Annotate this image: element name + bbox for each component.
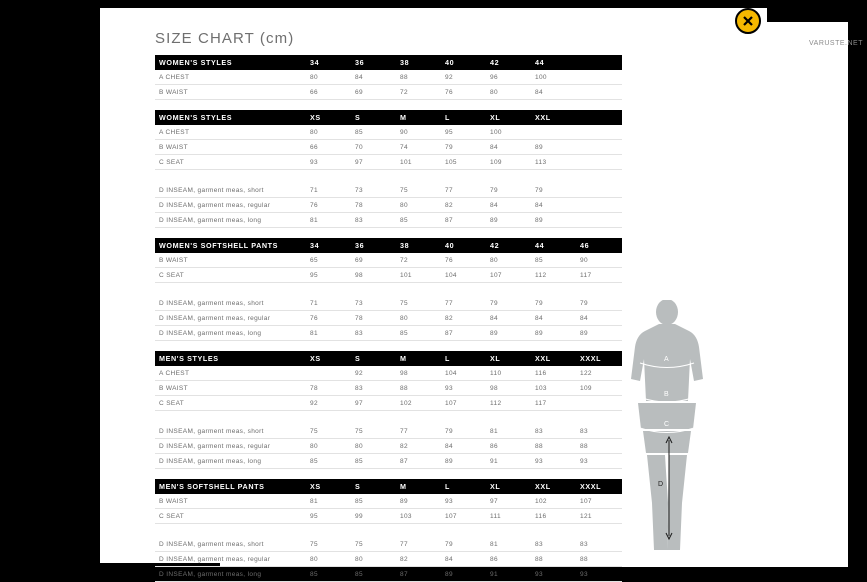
measurement-cell: 87 xyxy=(397,454,442,469)
measurement-cell: 89 xyxy=(532,140,577,155)
table-row xyxy=(155,213,622,228)
table-row xyxy=(155,198,622,213)
size-column-header: 42 xyxy=(487,55,532,70)
measurement-cell: 83 xyxy=(352,326,397,341)
measurement-cell: 84 xyxy=(532,85,577,100)
table-row xyxy=(155,253,622,268)
row-label: D INSEAM, garment meas, regular xyxy=(155,198,307,213)
block-gap xyxy=(155,469,603,479)
measurement-cell: 116 xyxy=(532,366,577,381)
size-column-header: S xyxy=(352,351,397,366)
close-icon[interactable] xyxy=(735,8,761,34)
size-column-header xyxy=(577,110,622,125)
block-gap xyxy=(155,341,603,351)
measurement-cell xyxy=(577,125,622,140)
measurement-cell: 92 xyxy=(352,366,397,381)
row-label: A CHEST xyxy=(155,366,307,381)
measurement-cell: 103 xyxy=(532,381,577,396)
size-column-header: XL xyxy=(487,351,532,366)
measurement-cell: 103 xyxy=(397,509,442,524)
size-column-header: 46 xyxy=(577,238,622,253)
measurement-cell: 66 xyxy=(307,140,352,155)
measurement-cell: 107 xyxy=(487,268,532,283)
size-column-header: L xyxy=(442,110,487,125)
measurement-cell: 97 xyxy=(487,494,532,509)
table-row xyxy=(155,567,622,582)
block-gap xyxy=(155,228,603,238)
table-row xyxy=(155,296,622,311)
row-label: D INSEAM, garment meas, regular xyxy=(155,552,307,567)
size-column-header: 36 xyxy=(352,238,397,253)
table-row xyxy=(155,85,622,100)
measurement-cell: 89 xyxy=(442,454,487,469)
figure-label-b: B xyxy=(664,391,669,398)
measurement-cell: 89 xyxy=(487,326,532,341)
row-label: D INSEAM, garment meas, long xyxy=(155,454,307,469)
measurement-cell: 84 xyxy=(487,311,532,326)
measurement-cell: 80 xyxy=(307,552,352,567)
measurement-cell: 77 xyxy=(397,537,442,552)
measurement-cell: 87 xyxy=(397,567,442,582)
size-tables xyxy=(155,55,603,582)
measurement-cell: 66 xyxy=(307,85,352,100)
size-column-header: XXL xyxy=(532,479,577,494)
size-column-header: L xyxy=(442,479,487,494)
size-column-header xyxy=(577,55,622,70)
measurement-cell: 105 xyxy=(442,155,487,170)
row-spacer xyxy=(155,170,622,184)
measurement-cell: 79 xyxy=(487,296,532,311)
measurement-cell: 83 xyxy=(532,424,577,439)
measurement-cell: 80 xyxy=(397,198,442,213)
table-header-row xyxy=(155,55,622,70)
measurement-cell: 89 xyxy=(487,213,532,228)
measurement-cell: 85 xyxy=(397,213,442,228)
measurement-cell: 78 xyxy=(352,198,397,213)
measurement-cell: 84 xyxy=(532,311,577,326)
measurement-cell: 85 xyxy=(352,494,397,509)
measurement-cell: 80 xyxy=(307,439,352,454)
body-measurement-figure xyxy=(612,300,722,555)
measurement-cell: 82 xyxy=(397,552,442,567)
measurement-cell: 87 xyxy=(442,326,487,341)
table-header-label: WOMEN'S STYLES xyxy=(155,55,307,70)
size-table xyxy=(155,110,622,228)
size-column-header: 40 xyxy=(442,238,487,253)
measurement-cell: 113 xyxy=(532,155,577,170)
measurement-cell: 116 xyxy=(532,509,577,524)
measurement-cell xyxy=(577,213,622,228)
size-column-header: 36 xyxy=(352,55,397,70)
size-column-header: XL xyxy=(487,110,532,125)
measurement-cell xyxy=(577,70,622,85)
size-table xyxy=(155,479,622,582)
measurement-cell: 80 xyxy=(487,253,532,268)
row-label: D INSEAM, garment meas, long xyxy=(155,567,307,582)
row-label: D INSEAM, garment meas, long xyxy=(155,326,307,341)
measurement-cell: 89 xyxy=(532,326,577,341)
measurement-cell: 79 xyxy=(532,183,577,198)
measurement-cell: 80 xyxy=(307,125,352,140)
table-row xyxy=(155,326,622,341)
measurement-cell: 97 xyxy=(352,396,397,411)
table-row xyxy=(155,537,622,552)
measurement-cell: 72 xyxy=(397,253,442,268)
row-label: A CHEST xyxy=(155,70,307,85)
measurement-cell: 88 xyxy=(397,381,442,396)
figure-label-d: D xyxy=(658,481,664,488)
measurement-cell: 78 xyxy=(352,311,397,326)
row-label: D INSEAM, garment meas, short xyxy=(155,183,307,198)
measurement-cell xyxy=(577,140,622,155)
measurement-cell: 73 xyxy=(352,183,397,198)
row-label: B WAIST xyxy=(155,381,307,396)
size-column-header: 44 xyxy=(532,55,577,70)
size-column-header: S xyxy=(352,110,397,125)
row-label: B WAIST xyxy=(155,494,307,509)
row-label: C SEAT xyxy=(155,509,307,524)
size-table xyxy=(155,238,622,341)
table-row xyxy=(155,494,622,509)
row-label: C SEAT xyxy=(155,155,307,170)
row-label: A CHEST xyxy=(155,125,307,140)
row-label: C SEAT xyxy=(155,268,307,283)
table-row xyxy=(155,268,622,283)
measurement-cell: 90 xyxy=(397,125,442,140)
size-column-header: 38 xyxy=(397,238,442,253)
measurement-cell: 72 xyxy=(397,85,442,100)
measurement-cell: 77 xyxy=(397,424,442,439)
table-header-label: WOMEN'S STYLES xyxy=(155,110,307,125)
measurement-cell: 86 xyxy=(487,439,532,454)
measurement-cell: 75 xyxy=(352,537,397,552)
measurement-cell: 70 xyxy=(352,140,397,155)
measurement-cell: 93 xyxy=(442,494,487,509)
measurement-cell: 83 xyxy=(532,537,577,552)
measurement-cell: 83 xyxy=(577,537,622,552)
measurement-cell: 86 xyxy=(487,552,532,567)
measurement-cell: 107 xyxy=(442,509,487,524)
measurement-cell: 69 xyxy=(352,85,397,100)
measurement-cell: 76 xyxy=(442,253,487,268)
measurement-cell: 80 xyxy=(352,552,397,567)
measurement-cell: 93 xyxy=(577,454,622,469)
measurement-cell: 73 xyxy=(352,296,397,311)
measurement-cell: 117 xyxy=(577,268,622,283)
size-column-header: XXXL xyxy=(577,351,622,366)
size-column-header: 42 xyxy=(487,238,532,253)
measurement-cell: 79 xyxy=(442,424,487,439)
measurement-cell: 112 xyxy=(532,268,577,283)
measurement-cell: 99 xyxy=(352,509,397,524)
measurement-cell: 75 xyxy=(307,537,352,552)
measurement-cell: 93 xyxy=(442,381,487,396)
measurement-cell: 100 xyxy=(487,125,532,140)
measurement-cell: 81 xyxy=(307,494,352,509)
measurement-cell: 89 xyxy=(397,494,442,509)
measurement-cell: 78 xyxy=(307,381,352,396)
size-column-header: 38 xyxy=(397,55,442,70)
measurement-cell: 79 xyxy=(442,140,487,155)
measurement-cell: 104 xyxy=(442,366,487,381)
measurement-cell: 95 xyxy=(442,125,487,140)
measurement-cell: 96 xyxy=(487,70,532,85)
row-label: C SEAT xyxy=(155,396,307,411)
table-header-row xyxy=(155,479,622,494)
row-spacer xyxy=(155,524,622,538)
measurement-cell xyxy=(532,125,577,140)
table-row xyxy=(155,381,622,396)
measurement-cell: 104 xyxy=(442,268,487,283)
measurement-cell: 95 xyxy=(307,268,352,283)
size-column-header: 44 xyxy=(532,238,577,253)
measurement-cell: 85 xyxy=(307,454,352,469)
measurement-cell: 91 xyxy=(487,567,532,582)
watermark: VARUSTE.NET xyxy=(809,40,863,47)
measurement-cell: 85 xyxy=(307,567,352,582)
measurement-cell: 84 xyxy=(487,140,532,155)
measurement-cell: 111 xyxy=(487,509,532,524)
measurement-cell: 81 xyxy=(307,213,352,228)
measurement-cell: 85 xyxy=(352,125,397,140)
measurement-cell: 71 xyxy=(307,183,352,198)
table-row xyxy=(155,396,622,411)
measurement-cell: 81 xyxy=(307,326,352,341)
page-title: SIZE CHART (cm) xyxy=(155,30,295,47)
size-column-header: XL xyxy=(487,479,532,494)
table-row xyxy=(155,439,622,454)
size-column-header: M xyxy=(397,110,442,125)
measurement-cell: 109 xyxy=(577,381,622,396)
size-table xyxy=(155,351,622,469)
table-row xyxy=(155,424,622,439)
table-row xyxy=(155,366,622,381)
measurement-cell: 75 xyxy=(397,183,442,198)
size-column-header: M xyxy=(397,479,442,494)
measurement-cell: 84 xyxy=(532,198,577,213)
measurement-cell: 80 xyxy=(397,311,442,326)
table-row xyxy=(155,70,622,85)
measurement-cell: 93 xyxy=(532,454,577,469)
measurement-cell: 101 xyxy=(397,155,442,170)
table-row xyxy=(155,125,622,140)
size-column-header: XS xyxy=(307,351,352,366)
measurement-cell: 92 xyxy=(307,396,352,411)
size-table xyxy=(155,55,622,100)
measurement-cell: 84 xyxy=(577,311,622,326)
measurement-cell: 74 xyxy=(397,140,442,155)
measurement-cell: 85 xyxy=(532,253,577,268)
measurement-cell: 81 xyxy=(487,424,532,439)
size-column-header: L xyxy=(442,351,487,366)
size-column-header: S xyxy=(352,479,397,494)
measurement-cell: 101 xyxy=(397,268,442,283)
size-column-header: 34 xyxy=(307,55,352,70)
measurement-cell: 87 xyxy=(442,213,487,228)
measurement-cell: 89 xyxy=(532,213,577,228)
measurement-cell: 80 xyxy=(307,70,352,85)
measurement-cell: 77 xyxy=(442,296,487,311)
size-column-header: XXL xyxy=(532,110,577,125)
table-row xyxy=(155,509,622,524)
measurement-cell: 98 xyxy=(487,381,532,396)
row-label: D INSEAM, garment meas, short xyxy=(155,296,307,311)
measurement-cell: 80 xyxy=(352,439,397,454)
measurement-cell: 84 xyxy=(442,552,487,567)
table-header-row xyxy=(155,238,622,253)
row-label: B WAIST xyxy=(155,253,307,268)
table-row xyxy=(155,155,622,170)
measurement-cell: 71 xyxy=(307,296,352,311)
measurement-cell: 122 xyxy=(577,366,622,381)
row-label: B WAIST xyxy=(155,140,307,155)
table-header-row xyxy=(155,351,622,366)
measurement-cell xyxy=(307,366,352,381)
measurement-cell: 88 xyxy=(577,552,622,567)
measurement-cell: 95 xyxy=(307,509,352,524)
measurement-cell: 79 xyxy=(532,296,577,311)
measurement-cell: 85 xyxy=(397,326,442,341)
size-column-header: 40 xyxy=(442,55,487,70)
row-label: D INSEAM, garment meas, short xyxy=(155,537,307,552)
row-label: D INSEAM, garment meas, regular xyxy=(155,439,307,454)
figure-label-a: A xyxy=(664,356,669,363)
measurement-cell: 84 xyxy=(487,198,532,213)
figure-label-c: C xyxy=(664,421,670,428)
measurement-cell: 100 xyxy=(532,70,577,85)
size-column-header: XXL xyxy=(532,351,577,366)
measurement-cell: 97 xyxy=(352,155,397,170)
measurement-cell: 82 xyxy=(397,439,442,454)
measurement-cell: 107 xyxy=(442,396,487,411)
measurement-cell: 80 xyxy=(487,85,532,100)
table-row xyxy=(155,454,622,469)
measurement-cell: 84 xyxy=(352,70,397,85)
measurement-cell: 65 xyxy=(307,253,352,268)
measurement-cell: 75 xyxy=(397,296,442,311)
measurement-cell: 98 xyxy=(397,366,442,381)
measurement-cell: 83 xyxy=(577,424,622,439)
table-header-label: WOMEN'S SOFTSHELL PANTS xyxy=(155,238,307,253)
measurement-cell xyxy=(577,183,622,198)
measurement-cell: 85 xyxy=(352,567,397,582)
measurement-cell xyxy=(577,85,622,100)
measurement-cell: 112 xyxy=(487,396,532,411)
measurement-cell: 77 xyxy=(442,183,487,198)
measurement-cell: 75 xyxy=(352,424,397,439)
measurement-cell: 81 xyxy=(487,537,532,552)
measurement-cell: 89 xyxy=(577,326,622,341)
size-column-header: XS xyxy=(307,479,352,494)
row-spacer xyxy=(155,283,622,297)
measurement-cell: 109 xyxy=(487,155,532,170)
measurement-cell: 102 xyxy=(397,396,442,411)
size-column-header: XS xyxy=(307,110,352,125)
measurement-cell: 92 xyxy=(442,70,487,85)
measurement-cell: 69 xyxy=(352,253,397,268)
measurement-cell: 88 xyxy=(532,439,577,454)
measurement-cell: 76 xyxy=(307,311,352,326)
measurement-cell: 90 xyxy=(577,253,622,268)
table-header-label: MEN'S SOFTSHELL PANTS xyxy=(155,479,307,494)
measurement-cell: 121 xyxy=(577,509,622,524)
row-label: B WAIST xyxy=(155,85,307,100)
measurement-cell xyxy=(577,198,622,213)
measurement-cell: 85 xyxy=(352,454,397,469)
measurement-cell: 102 xyxy=(532,494,577,509)
measurement-cell: 79 xyxy=(577,296,622,311)
measurement-cell: 91 xyxy=(487,454,532,469)
measurement-cell: 110 xyxy=(487,366,532,381)
measurement-cell: 79 xyxy=(487,183,532,198)
measurement-cell: 82 xyxy=(442,311,487,326)
table-header-label: MEN'S STYLES xyxy=(155,351,307,366)
measurement-cell: 98 xyxy=(352,268,397,283)
measurement-cell: 93 xyxy=(577,567,622,582)
table-row xyxy=(155,140,622,155)
measurement-cell: 88 xyxy=(577,439,622,454)
measurement-cell: 93 xyxy=(532,567,577,582)
measurement-cell: 83 xyxy=(352,381,397,396)
measurement-cell: 117 xyxy=(532,396,577,411)
measurement-cell xyxy=(577,155,622,170)
row-label: D INSEAM, garment meas, regular xyxy=(155,311,307,326)
table-row xyxy=(155,183,622,198)
measurement-cell: 88 xyxy=(532,552,577,567)
measurement-cell: 76 xyxy=(442,85,487,100)
table-row xyxy=(155,552,622,567)
table-header-row xyxy=(155,110,622,125)
measurement-cell: 79 xyxy=(442,537,487,552)
size-column-header: XXXL xyxy=(577,479,622,494)
measurement-cell: 76 xyxy=(307,198,352,213)
block-gap xyxy=(155,100,603,110)
row-label: D INSEAM, garment meas, long xyxy=(155,213,307,228)
measurement-cell: 93 xyxy=(307,155,352,170)
size-column-header: 34 xyxy=(307,238,352,253)
measurement-cell: 88 xyxy=(397,70,442,85)
row-label: D INSEAM, garment meas, short xyxy=(155,424,307,439)
row-spacer xyxy=(155,411,622,425)
measurement-cell: 107 xyxy=(577,494,622,509)
measurement-cell: 82 xyxy=(442,198,487,213)
measurement-cell: 83 xyxy=(352,213,397,228)
size-column-header: M xyxy=(397,351,442,366)
measurement-cell: 89 xyxy=(442,567,487,582)
table-row xyxy=(155,311,622,326)
measurement-cell: 75 xyxy=(307,424,352,439)
measurement-cell: 84 xyxy=(442,439,487,454)
